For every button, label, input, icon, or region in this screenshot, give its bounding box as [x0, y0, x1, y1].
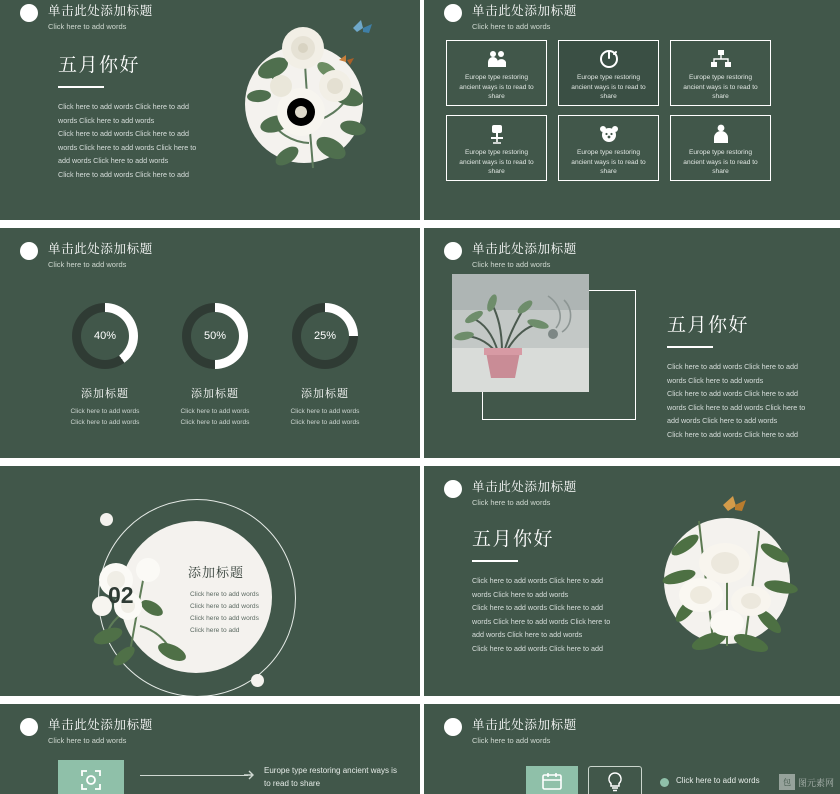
body-line: Click here to add words Click here to add [58, 129, 190, 138]
feature-card[interactable] [670, 40, 771, 106]
frame-target-icon-chip[interactable] [58, 760, 124, 794]
body-line: words Click here to add words Click here to [58, 142, 197, 152]
slide-4-header-sub: Click here to add words [472, 260, 551, 269]
body-line: add words Click here to add words [472, 630, 583, 639]
butterfly-icon [353, 20, 372, 33]
watermark-text: 图元素网 [797, 777, 834, 788]
arrow-right-icon [244, 769, 256, 781]
slide-1-header-title: 单击此处添加标题 [48, 4, 153, 18]
header-dot-icon [20, 242, 38, 260]
body-line: Click here to add words Click here to add [58, 169, 190, 179]
title-rule [472, 560, 518, 562]
slide-1-title: 五月你好 [58, 55, 141, 76]
slide-4-content [667, 310, 827, 441]
slide-8-header-title: 单击此处添加标题 [472, 718, 577, 732]
slide-8[interactable] [424, 704, 840, 794]
title-rule [667, 346, 713, 348]
bullet-dot-icon [660, 778, 669, 787]
feature-card-text: Europe type restoring ancient ways is to read to share [571, 74, 646, 100]
title-rule [58, 86, 104, 88]
donut-ring [72, 303, 138, 369]
feature-card-highlighted[interactable] [558, 40, 659, 106]
donut-chart-2 [163, 303, 267, 428]
slide-1-body [58, 100, 218, 181]
slide-2-header [444, 4, 577, 33]
slide-4-title: 五月你好 [667, 315, 750, 336]
donut-value: 40% [81, 312, 129, 360]
header-dot-icon [444, 718, 462, 736]
slide-5-number: 02 [108, 582, 134, 608]
slide-5-title: 添加标题 [188, 565, 245, 580]
power-gear-icon [598, 49, 620, 69]
slide-1[interactable] [0, 0, 420, 220]
donut-ring [292, 303, 358, 369]
body-line: words Click here to add words Click here to [667, 402, 806, 412]
ring-dot-bottom [251, 674, 264, 687]
body-line: add words Click here to add words [667, 416, 778, 425]
donut-chart-1 [53, 303, 157, 428]
slide-4-header-title: 单击此处添加标题 [472, 242, 577, 256]
feature-card-text: Europe type restoring ancient ways is to read to share [683, 149, 758, 175]
header-dot-icon [444, 4, 462, 22]
slide-6-body [472, 574, 632, 655]
header-dot-icon [20, 4, 38, 22]
slide-4-body [667, 360, 827, 441]
slide-8-header [444, 718, 577, 747]
body-line: Click here to add words Click here to add [667, 429, 799, 439]
donut-sub-line: Click here to add words [290, 419, 360, 426]
slide-4-header [444, 242, 577, 271]
body-line: words Click here to add words [667, 375, 764, 385]
slide-3-header [20, 242, 153, 271]
body-line: Click here to add words [190, 591, 259, 598]
donut-sub-line: Click here to add words [290, 408, 360, 415]
feature-card-grid [446, 40, 771, 181]
body-line: Click here to add words [190, 603, 259, 610]
cotton-flower-illustration [86, 548, 202, 666]
bear-icon [598, 124, 620, 144]
slide-7[interactable] [0, 704, 420, 794]
potted-plant-photo [452, 274, 589, 392]
donut-value: 25% [301, 312, 349, 360]
feature-card-text: Europe type restoring ancient ways is to read to share [459, 74, 534, 100]
slide-6[interactable] [424, 466, 840, 696]
header-dot-icon [20, 718, 38, 736]
slide-2[interactable] [424, 0, 840, 220]
calendar-icon [542, 772, 562, 790]
slide-3-header-sub: Click here to add words [48, 260, 127, 269]
donut-sub-line: Click here to add words [180, 408, 250, 415]
donut-value: 50% [191, 312, 239, 360]
feature-card-text: Europe type restoring ancient ways is to read to share [571, 149, 646, 175]
slide-7-text: Europe type restoring ancient ways is to read to share [264, 766, 397, 788]
slide-8-header-sub: Click here to add words [472, 736, 551, 745]
header-dot-icon [444, 242, 462, 260]
slide-7-header [20, 718, 153, 747]
slide-4[interactable] [424, 228, 840, 458]
bulb-icon-chip[interactable] [588, 766, 642, 794]
body-line: Click here to add words Click here to add [667, 362, 799, 371]
slide-2-header-title: 单击此处添加标题 [472, 4, 577, 18]
feature-card[interactable] [446, 115, 547, 181]
feature-card[interactable] [558, 115, 659, 181]
feature-card[interactable] [670, 115, 771, 181]
calendar-icon-chip[interactable] [526, 766, 578, 794]
slide-1-header [20, 4, 153, 33]
body-line: Click here to add words Click here to add [667, 389, 799, 398]
body-line: words Click here to add words Click here to [472, 616, 611, 626]
slide-6-header-title: 单击此处添加标题 [472, 480, 577, 494]
donut-ring [182, 303, 248, 369]
donut-sub-line: Click here to add words [70, 419, 140, 426]
slide-6-title: 五月你好 [472, 529, 555, 550]
slide-8-text: Click here to add words [676, 776, 760, 785]
header-dot-icon [444, 480, 462, 498]
sitemap-icon [710, 49, 732, 69]
donut-title: 添加标题 [81, 388, 129, 400]
slide-2-header-sub: Click here to add words [472, 22, 551, 31]
body-line: Click here to add words [190, 615, 259, 622]
slide-7-header-title: 单击此处添加标题 [48, 718, 153, 732]
body-line: Click here to add words Click here to add [472, 576, 604, 585]
slide-7-header-sub: Click here to add words [48, 736, 127, 745]
feature-card[interactable] [446, 40, 547, 106]
feature-card-text: Europe type restoring ancient ways is to read to share [459, 149, 534, 175]
body-line: Click here to add words Click here to add [58, 102, 190, 111]
feature-card-text: Europe type restoring ancient ways is to read to share [683, 74, 758, 100]
person-icon [710, 124, 732, 144]
donut-title: 添加标题 [301, 388, 349, 400]
slide-6-header-sub: Click here to add words [472, 498, 551, 507]
connector-line [140, 775, 248, 776]
watermark-mark: 包 [779, 774, 795, 790]
slide-3-header-title: 单击此处添加标题 [48, 242, 153, 256]
rose-bouquet-illustration [235, 8, 395, 183]
small-butterfly-icon [339, 55, 354, 65]
donut-chart-3 [273, 303, 377, 428]
body-line: words Click here to add words [472, 589, 569, 599]
butterfly-icon [723, 496, 746, 511]
donut-sub [273, 406, 377, 428]
slide-5[interactable] [0, 466, 420, 696]
donut-sub [163, 406, 267, 428]
body-line: Click here to add words Click here to add [472, 643, 604, 653]
body-line: Click here to add words Click here to add [472, 603, 604, 612]
donut-sub-line: Click here to add words [180, 419, 250, 426]
slide-6-header [444, 480, 577, 509]
slide-6-content [472, 524, 632, 655]
slide-1-content [58, 50, 218, 181]
body-line: words Click here to add words [58, 115, 155, 125]
people-icon [486, 49, 508, 69]
body-line: Click here to add [190, 627, 240, 634]
office-chair-icon [486, 124, 508, 144]
body-line: add words Click here to add words [58, 156, 169, 165]
slide-5-body [190, 589, 282, 637]
donut-title: 添加标题 [191, 388, 239, 400]
magnolia-illustration [639, 491, 819, 666]
slide-3[interactable] [0, 228, 420, 458]
donut-sub-line: Click here to add words [70, 408, 140, 415]
donut-sub [53, 406, 157, 428]
bulb-icon [607, 772, 623, 792]
ring-dot-top [100, 513, 113, 526]
slide-1-header-sub: Click here to add words [48, 22, 127, 31]
